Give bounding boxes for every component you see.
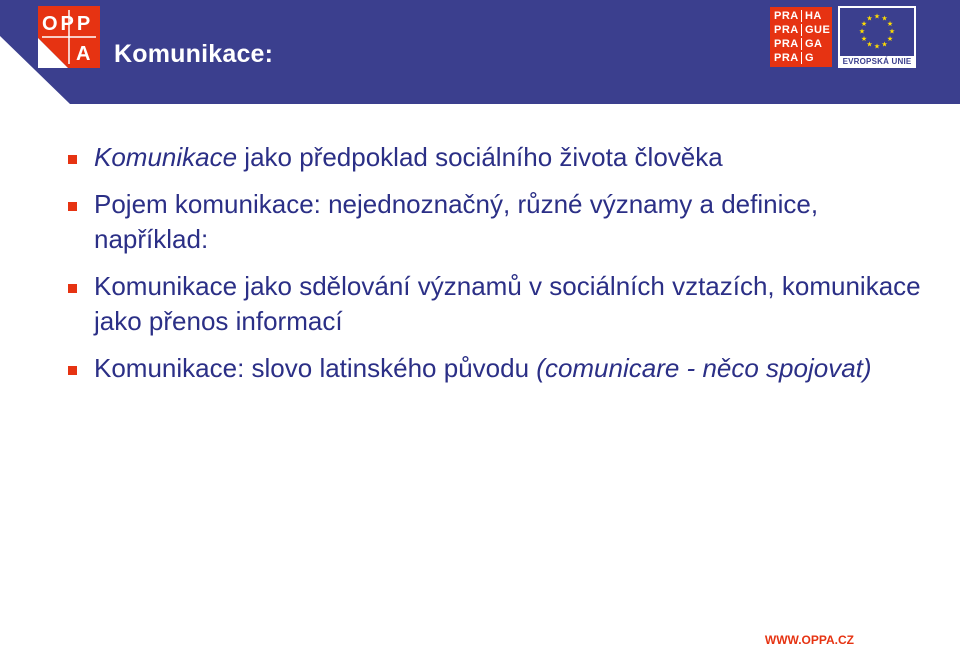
praha-logo-text: HA <box>804 10 822 22</box>
bullet-square-icon <box>68 366 77 375</box>
eu-star-icon: ★ <box>866 41 873 49</box>
oppa-logo <box>38 6 100 68</box>
bullet-square-icon <box>68 202 77 211</box>
bullet-text: (comunicare - něco spojovat) <box>536 353 872 383</box>
eu-star-icon: ★ <box>888 28 896 36</box>
eu-star-icon: ★ <box>873 43 881 51</box>
praha-logo-row <box>774 9 832 23</box>
praha-logo-text: G <box>804 52 815 64</box>
page-title: Komunikace: <box>114 40 274 68</box>
praha-logo <box>770 7 832 67</box>
bullet-text: Komunikace jako sdělování významů v sociálních vztazích, komunikace jako přenos informací <box>94 271 921 336</box>
bullet-text: Pojem komunikace: nejednoznačný, různé významy a definice, například: <box>94 189 819 254</box>
oppa-logo-line1: OPP <box>42 13 94 35</box>
praha-logo-divider <box>801 52 802 64</box>
praha-logo-text: GA <box>804 38 823 50</box>
eu-label: EVROPSKÁ UNIE <box>842 57 912 66</box>
eu-star-icon: ★ <box>873 13 881 21</box>
bullet-square-icon <box>68 284 77 293</box>
bullet-text: Komunikace <box>94 142 238 172</box>
praha-logo-divider <box>801 38 802 50</box>
bullet-item <box>66 351 936 386</box>
eu-logo <box>838 6 916 68</box>
praha-logo-text: PRA <box>774 10 799 22</box>
praha-logo-text: PRA <box>774 38 799 50</box>
eu-star-icon: ★ <box>866 15 873 23</box>
praha-logo-row <box>774 37 832 51</box>
eu-star-icon: ★ <box>858 28 866 36</box>
eu-star-icon: ★ <box>886 36 894 43</box>
bullet-item <box>66 269 936 339</box>
praha-logo-text: PRA <box>774 24 799 36</box>
eu-star-icon: ★ <box>860 36 868 43</box>
eu-star-icon: ★ <box>881 41 888 49</box>
eu-star-icon: ★ <box>860 21 868 28</box>
bullet-item <box>66 140 936 175</box>
footer-url[interactable]: WWW.OPPA.CZ <box>764 633 854 647</box>
praha-logo-row <box>774 51 832 65</box>
praha-logo-divider <box>801 24 802 36</box>
eu-flag-icon <box>840 8 914 56</box>
bullet-item <box>66 187 936 257</box>
bullet-text: jako předpoklad sociálního života člověka <box>237 142 723 172</box>
bullet-square-icon <box>68 155 77 164</box>
eu-star-icon: ★ <box>881 15 888 23</box>
oppa-logo-line2: A <box>76 43 91 65</box>
praha-logo-text: PRA <box>774 52 799 64</box>
bullet-list <box>66 140 936 398</box>
praha-logo-row <box>774 23 832 37</box>
eu-star-icon: ★ <box>886 21 894 28</box>
praha-logo-divider <box>801 10 802 22</box>
bullet-text: Komunikace: slovo latinského původu <box>94 353 537 383</box>
praha-logo-text: GUE <box>804 24 831 36</box>
